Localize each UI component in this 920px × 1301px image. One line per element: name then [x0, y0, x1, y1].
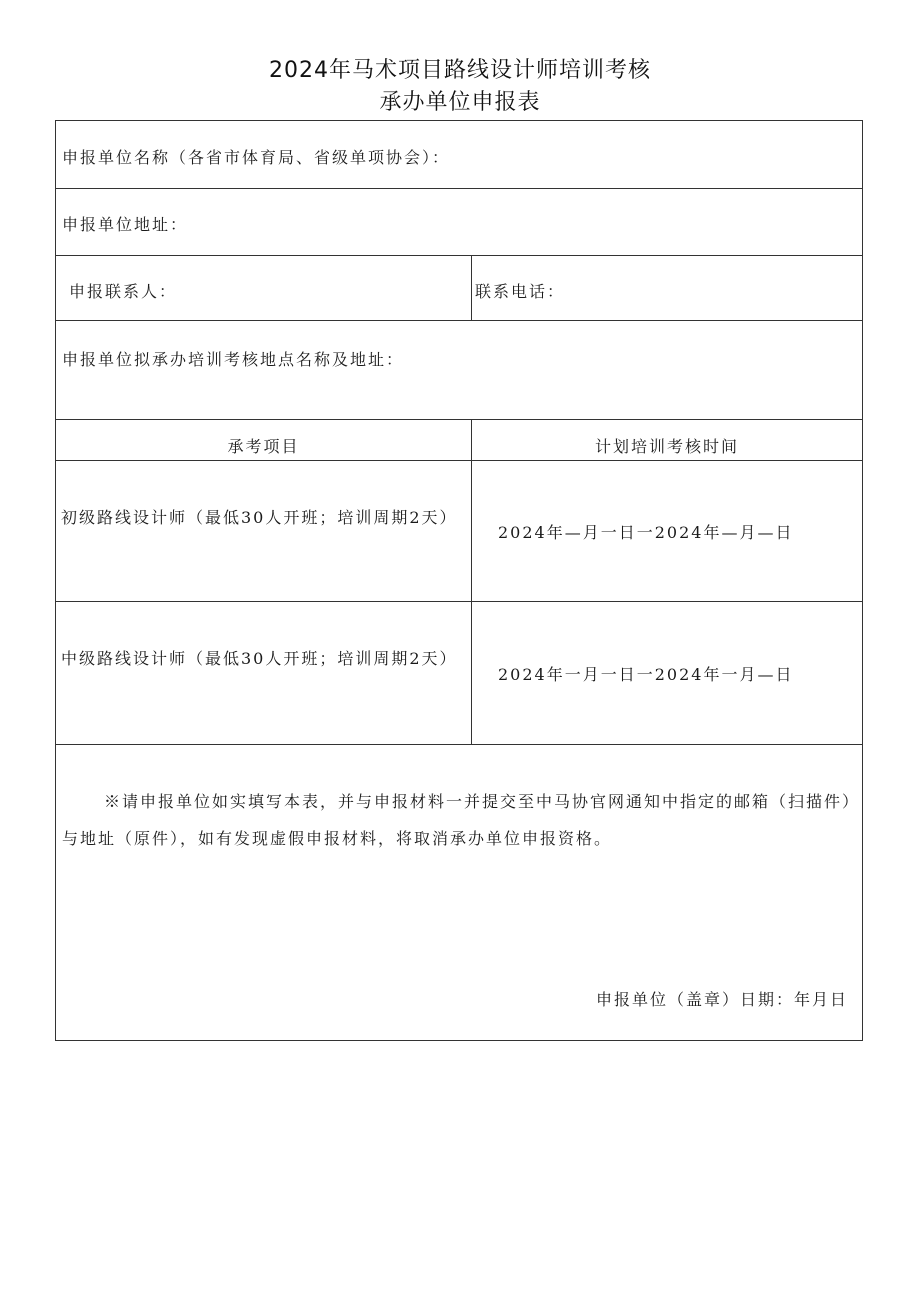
time-beginner-designer-field[interactable]: 2024年—月一日一2024年—月—日	[498, 523, 794, 542]
row-divider	[56, 320, 862, 321]
row-divider	[56, 419, 862, 420]
column-divider	[471, 255, 472, 320]
time-column-header: 计划培训考核时间	[594, 437, 739, 456]
row-divider	[56, 460, 862, 461]
unit-name-field[interactable]: 申报单位名称（各省市体育局、省级单项协会）：	[62, 148, 451, 167]
document-title-line1: 2024年马术项目路线设计师培训考核	[269, 58, 651, 83]
row-divider	[56, 255, 862, 256]
unit-address-field[interactable]: 申报单位地址：	[62, 215, 189, 234]
row-divider	[56, 744, 862, 745]
row-divider	[56, 601, 862, 602]
project-beginner-designer: 初级路线设计师（最低30人开班；培训周期2天）	[61, 508, 458, 527]
row-divider	[56, 188, 862, 189]
stamp-date-line[interactable]: 申报单位（盖章）日期：年月日	[595, 990, 848, 1009]
document-title-line2: 承办单位申报表	[379, 90, 541, 115]
time-intermediate-designer-field[interactable]: 2024年一月一日一2024年一月—日	[498, 665, 794, 684]
project-column-header: 承考项目	[227, 437, 300, 456]
project-intermediate-designer: 中级路线设计师（最低30人开班；培训周期2天）	[61, 649, 458, 668]
column-divider	[471, 419, 472, 744]
venue-name-address-field[interactable]: 申报单位拟承办培训考核地点名称及地址：	[62, 350, 405, 369]
submission-notice: ※请申报单位如实填写本表，并与申报材料一并提交至中马协官网通知中指定的邮箱（扫描件）与地址（原件），如有发现虚假申报材料，将取消承办单位申报资格。	[62, 792, 853, 848]
contact-person-field[interactable]: 申报联系人：	[69, 282, 178, 301]
contact-phone-field[interactable]: 联系电话：	[475, 282, 566, 301]
application-form-table	[55, 120, 863, 1041]
